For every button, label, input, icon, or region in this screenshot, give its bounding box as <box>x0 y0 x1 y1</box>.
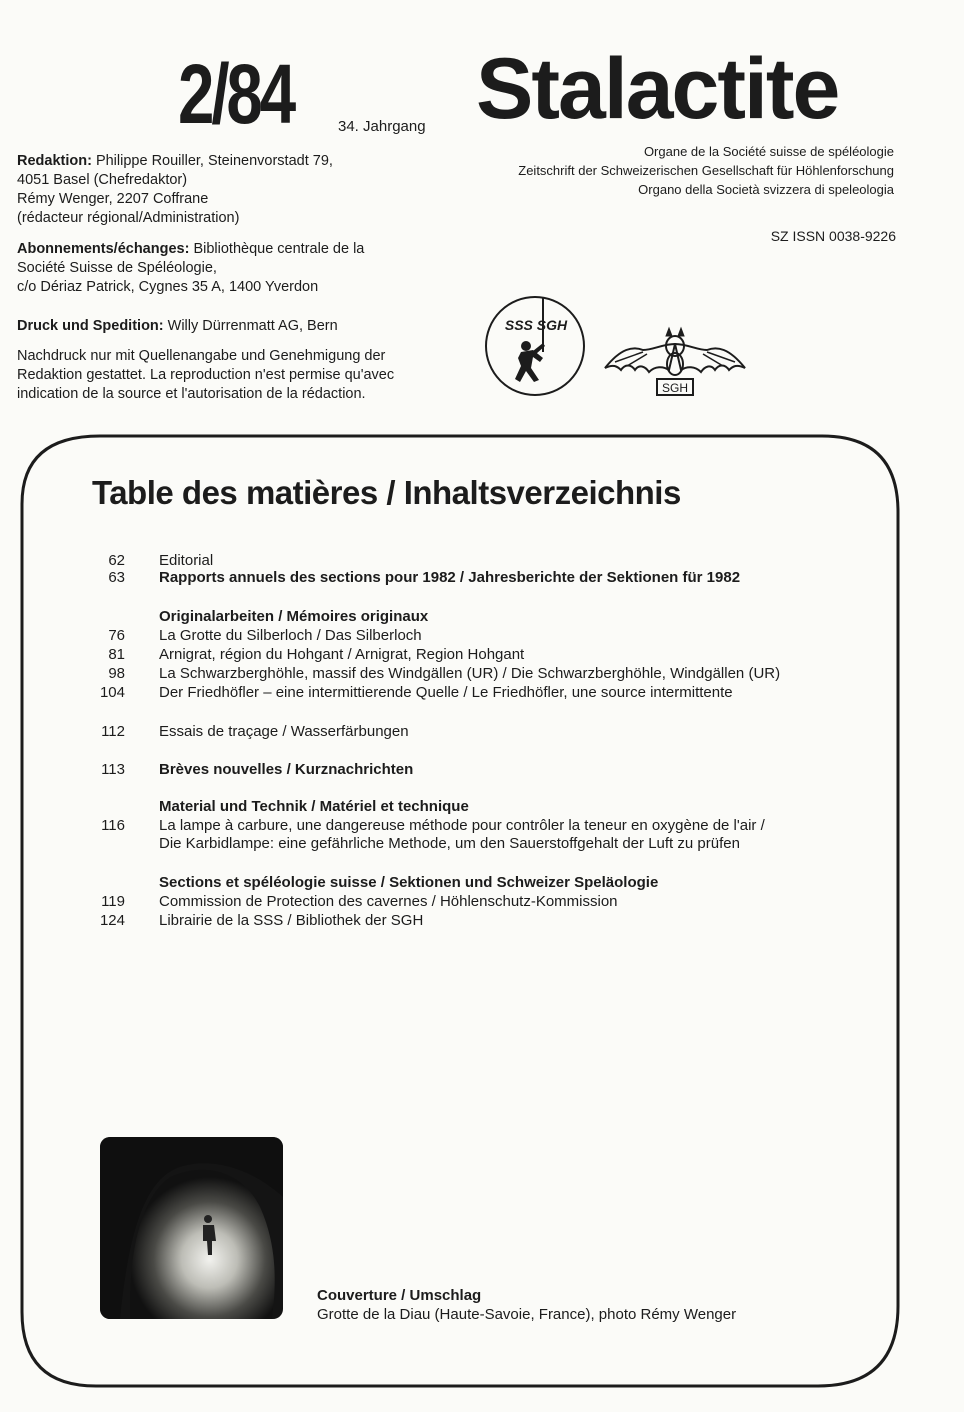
abonnements-block <box>17 240 447 297</box>
toc-page: 62 <box>108 552 125 569</box>
cover-photo <box>100 1137 283 1319</box>
toc-page: 63 <box>108 569 125 586</box>
toc-text: Brèves nouvelles / Kurznachrichten <box>159 761 414 778</box>
issn-number: SZ ISSN 0038-9226 <box>770 228 896 244</box>
organisation-fr: Organe de la Société suisse de spéléologie <box>643 144 894 159</box>
toc-text: La Schwarzberghöhle, massif des Windgällen (UR) / Die Schwarzberghöhle, Windgällen (UR) <box>159 665 781 682</box>
toc-text: Commission de Protection des cavernes / Höhlenschutz-Kommission <box>159 893 618 910</box>
bat-logo <box>603 324 747 398</box>
journal-title: Stalactite <box>476 41 839 137</box>
toc-text: Der Friedhöfler – eine intermittierende Quelle / Le Friedhöfler, une source intermittente <box>159 684 733 701</box>
toc-text: Editorial <box>159 552 214 569</box>
toc-text: Originalarbeiten / Mémoires originaux <box>159 608 429 625</box>
toc-text: Essais de traçage / Wasserfärbungen <box>159 723 409 740</box>
toc-text: Librairie de la SSS / Bibliothek der SGH <box>159 912 424 929</box>
toc-page: 76 <box>108 627 125 644</box>
redaktion-line: Philippe Rouiller, Steinenvorstadt 79, <box>91 153 333 169</box>
toc-text: Material und Technik / Matériel et technique <box>159 798 469 815</box>
toc-text: La Grotte du Silberloch / Das Silberloch <box>159 627 422 644</box>
toc-page: 98 <box>108 665 125 682</box>
cover-caption: Grotte de la Diau (Haute-Savoie, France), photo Rémy Wenger <box>317 1306 737 1323</box>
redaktion-line: 4051 Basel (Chefredaktor) <box>17 172 188 188</box>
redaktion-label: Redaktion: <box>17 153 92 169</box>
toc-text: Arnigrat, région du Hohgant / Arnigrat, Region Hohgant <box>159 646 525 663</box>
nachdruck-line: Redaktion gestattet. La reproduction n'est permise qu'avec <box>17 367 395 383</box>
climber-icon <box>515 341 545 382</box>
organisation-it: Organo della Società svizzera di speleologia <box>638 182 894 197</box>
redaktion-line: Rémy Wenger, 2207 Coffrane <box>17 191 209 207</box>
sgh-badge-text: SGH <box>661 381 689 395</box>
bat-icon <box>605 328 745 375</box>
toc-text: Die Karbidlampe: eine gefährliche Methode, um den Sauerstoffgehalt der Luft zu prüfen <box>159 835 740 852</box>
toc-page: 104 <box>99 684 125 701</box>
toc-page: 116 <box>101 817 125 834</box>
toc-page: 124 <box>99 912 125 929</box>
redaktion-line: (rédacteur régional/Administration) <box>17 210 240 226</box>
toc-page: 119 <box>101 893 125 910</box>
druck-label: Druck und Spedition: <box>17 318 164 334</box>
toc-text: Sections et spéléologie suisse / Sektionen und Schweizer Speläologie <box>159 874 659 891</box>
toc-page: 112 <box>101 723 125 740</box>
abonnements-line: c/o Dériaz Patrick, Cygnes 35 A, 1400 Yverdon <box>17 279 319 295</box>
druck-text: Willy Dürrenmatt AG, Bern <box>163 318 338 334</box>
sss-sgh-logo <box>483 294 587 398</box>
issue-number: 2/84 <box>178 47 294 141</box>
abonnements-line: Société Suisse de Spéléologie, <box>17 260 217 276</box>
logo-text: SSS SGH <box>504 317 568 333</box>
organisation-de: Zeitschrift der Schweizerischen Gesellschaft für Höhlenforschung <box>518 163 894 178</box>
nachdruck-line: Nachdruck nur mit Quellenangabe und Genehmigung der <box>17 348 386 364</box>
redaktion-block <box>17 152 447 228</box>
toc-text: La lampe à carbure, une dangereuse méthode pour contrôler la teneur en oxygène de l'air / <box>159 817 765 834</box>
toc-text: Rapports annuels des sections pour 1982 / Jahresberichte der Sektionen für 1982 <box>159 569 741 586</box>
nachdruck-block <box>17 347 447 404</box>
nachdruck-line: indication de la source et l'autorisation de la rédaction. <box>17 386 366 402</box>
toc-title: Table des matières / Inhaltsverzeichnis <box>92 474 681 511</box>
toc-page: 113 <box>101 761 125 778</box>
abonnements-line: Bibliothèque centrale de la <box>189 241 365 257</box>
cover-label: Couverture / Umschlag <box>317 1287 482 1304</box>
abonnements-label: Abonnements/échanges: <box>17 241 190 257</box>
volume-year: 34. Jahrgang <box>338 118 426 135</box>
toc-page: 81 <box>108 646 125 663</box>
druck-block <box>17 317 447 336</box>
